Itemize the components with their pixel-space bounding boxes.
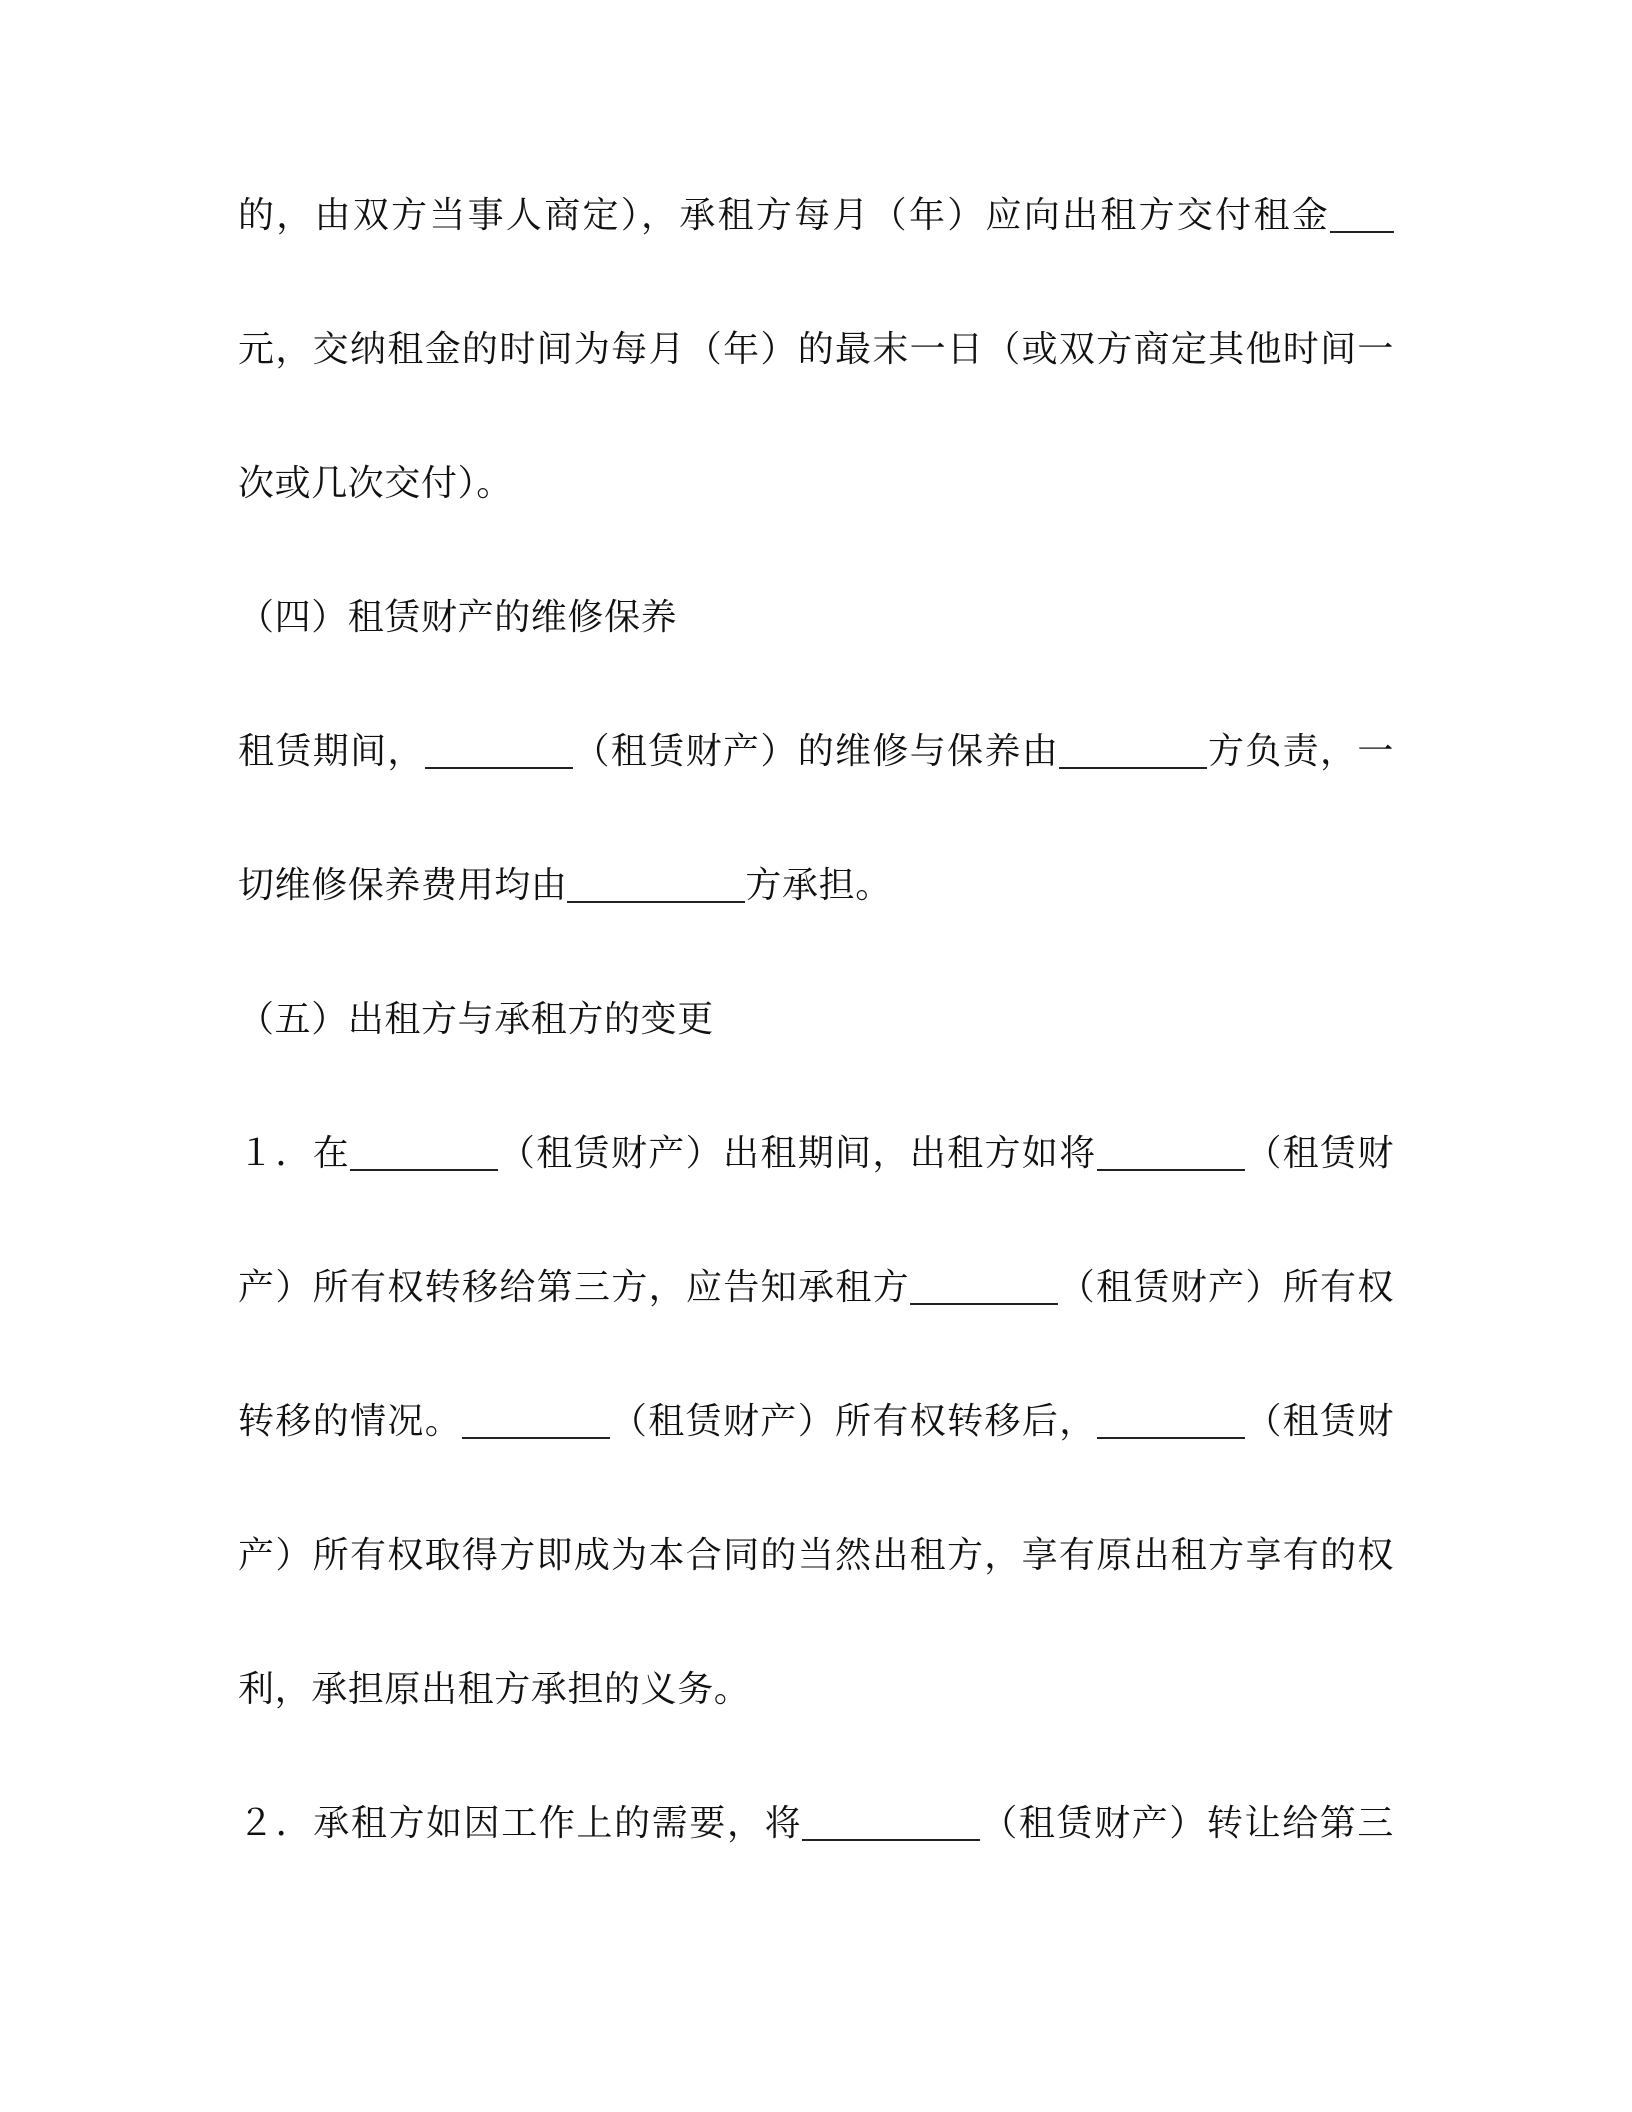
body-line-2 — [238, 320, 1394, 380]
section-heading-4 — [238, 588, 1394, 648]
line-5-text-b: （租赁财产）的维修与保养由 — [572, 731, 1060, 772]
line-8-text-b: （租赁财产）出租期间，出租方如将 — [498, 1133, 1097, 1174]
blank-property-7-tail — [950, 1799, 980, 1841]
line-6-text-a: 切维修保养费用均由 — [238, 865, 568, 906]
blank-property-7 — [802, 1799, 950, 1841]
blank-cost-party — [567, 861, 715, 903]
body-line-3 — [238, 454, 1394, 514]
line-13-text-a: ２．承租方如因工作上的需要，将 — [238, 1803, 803, 1844]
line-9-text-b: （租赁财产）所有权 — [1058, 1267, 1394, 1308]
body-line-11 — [238, 1526, 1394, 1586]
line-5-text-a: 租赁期间， — [238, 731, 425, 772]
body-line-12 — [238, 1660, 1394, 1720]
blank-property-6 — [1097, 1397, 1245, 1439]
blank-cost-party-tail — [715, 861, 745, 903]
line-8-text-c: （租赁财 — [1244, 1133, 1394, 1174]
body-line-13 — [238, 1794, 1394, 1854]
line-11-text: 产）所有权取得方即成为本合同的当然出租方，享有原出租方享有的权 — [238, 1535, 1394, 1576]
blank-rent-amount — [1330, 191, 1394, 233]
section-heading-5 — [238, 990, 1394, 1050]
body-line-9 — [238, 1258, 1394, 1318]
body-line-5 — [238, 722, 1394, 782]
line-5-text-c: 方负责，一 — [1207, 731, 1394, 772]
section-heading-4-text: （四）租赁财产的维修保养 — [238, 597, 678, 638]
blank-maintenance-party — [1059, 727, 1207, 769]
blank-property-4 — [910, 1263, 1058, 1305]
line-13-text-b: （租赁财产）转让给第三 — [980, 1803, 1394, 1844]
line-1-text: 的，由双方当事人商定），承租方每月（年）应向出租方交付租金 — [238, 195, 1330, 236]
line-10-text-c: （租赁财 — [1244, 1401, 1394, 1442]
blank-property-1 — [425, 727, 573, 769]
body-line-6 — [238, 856, 1394, 916]
line-10-text-b: （租赁财产）所有权转移后， — [610, 1401, 1097, 1442]
line-10-text-a: 转移的情况。 — [238, 1401, 463, 1442]
line-6-text-b: 方承担。 — [745, 865, 892, 906]
blank-property-3 — [1097, 1129, 1245, 1171]
line-3-text: 次或几次交付）。 — [238, 463, 513, 504]
line-12-text: 利，承担原出租方承担的义务。 — [238, 1669, 751, 1710]
line-9-text-a: 产）所有权转移给第三方，应告知承租方 — [238, 1267, 910, 1308]
body-line-10 — [238, 1392, 1394, 1452]
blank-property-2 — [350, 1129, 498, 1171]
blank-property-5 — [462, 1397, 610, 1439]
section-heading-5-text: （五）出租方与承租方的变更 — [238, 999, 714, 1040]
line-8-text-a: １．在 — [238, 1133, 351, 1174]
line-2-text: 元，交纳租金的时间为每月（年）的最末一日（或双方商定其他时间一 — [238, 329, 1394, 370]
body-line-8 — [238, 1124, 1394, 1184]
body-line-1 — [238, 186, 1394, 246]
